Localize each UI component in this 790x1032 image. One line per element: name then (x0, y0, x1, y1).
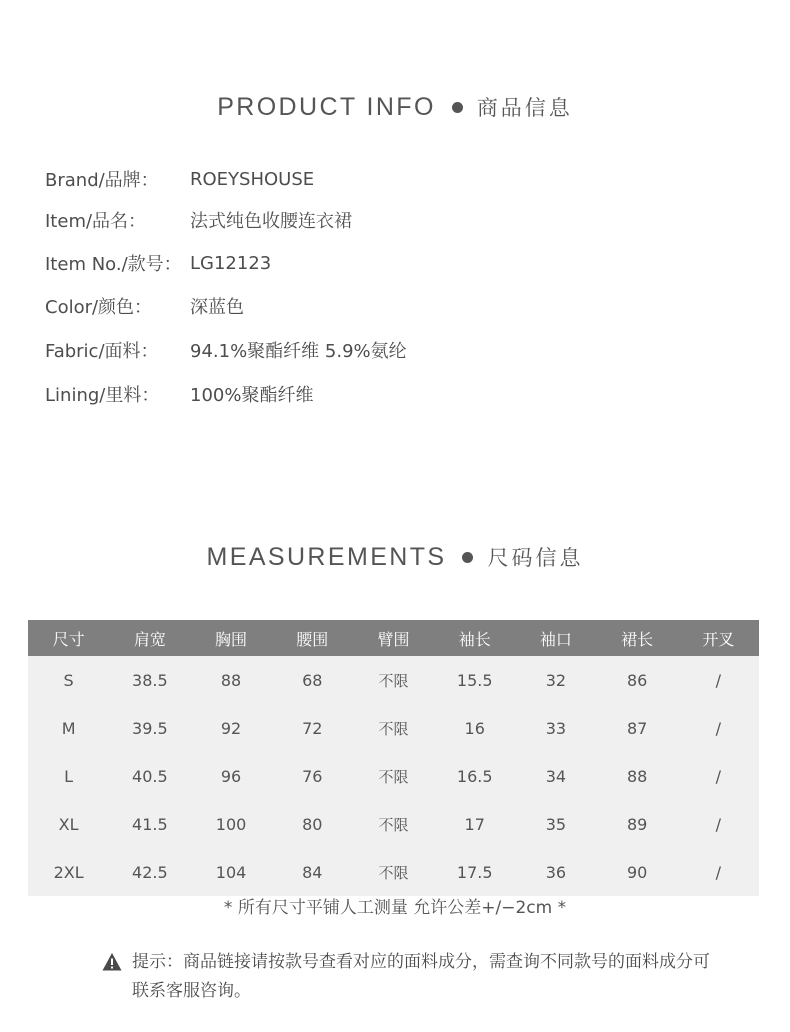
table-row (28, 848, 759, 896)
info-value-lining: 100%聚酯纤维 (190, 385, 314, 406)
table-cell: S (63, 670, 74, 690)
table-cell: 88 (220, 670, 242, 690)
table-cell: 不限 (378, 671, 409, 690)
info-value-fabric: 94.1%聚酯纤维 5.9%氨纶 (190, 341, 407, 362)
table-cell: 40.5 (132, 766, 168, 786)
measurements-heading-en: MEASUREMENTS (206, 542, 447, 571)
size-table (28, 620, 759, 896)
table-row (28, 704, 759, 752)
table-cell: / (715, 670, 722, 690)
table-cell: / (715, 766, 722, 786)
table-cell: 36 (545, 862, 567, 882)
table-cell: 76 (302, 766, 323, 786)
heading-bullet-dot (462, 552, 473, 563)
header-shoulder: 肩宽 (133, 629, 166, 649)
table-cell: XL (58, 814, 79, 834)
table-cell: 34 (545, 766, 567, 786)
info-label-lining: Lining/里料： (45, 385, 160, 406)
table-cell: 15.5 (456, 670, 493, 690)
table-cell: 90 (626, 862, 648, 882)
table-cell: 2XL (53, 862, 84, 882)
table-cell: 不限 (378, 863, 409, 882)
table-cell: M (61, 718, 76, 738)
table-cell: 不限 (378, 767, 409, 786)
table-cell: 33 (545, 718, 567, 738)
heading-bullet-dot (452, 102, 463, 113)
size-table-header-row (28, 620, 759, 656)
table-cell: 80 (302, 814, 323, 834)
table-cell: 不限 (378, 719, 409, 738)
info-value-color: 深蓝色 (190, 297, 244, 318)
measurements-heading (0, 542, 790, 572)
table-cell: 68 (302, 670, 323, 690)
header-waist: 腰围 (296, 629, 329, 649)
table-cell: 96 (220, 766, 242, 786)
info-row-lining (45, 379, 313, 409)
info-label-item-no: Item No./款号： (45, 254, 182, 275)
info-row-brand (45, 164, 314, 194)
table-cell: 92 (220, 718, 242, 738)
product-info-heading-cn: 商品信息 (476, 96, 573, 120)
measurements-heading-cn: 尺码信息 (487, 546, 584, 570)
info-row-fabric (45, 335, 407, 365)
table-cell: 72 (302, 718, 323, 738)
table-cell: 88 (626, 766, 648, 786)
table-row (28, 800, 759, 848)
header-bust: 胸围 (215, 629, 248, 649)
info-value-item: 法式纯色收腰连衣裙 (190, 211, 352, 232)
table-cell: 32 (545, 670, 567, 690)
table-cell: 16.5 (456, 766, 493, 786)
info-label-item: Item/品名： (45, 211, 147, 232)
header-size: 尺寸 (52, 629, 85, 649)
header-cuff: 袖口 (539, 629, 572, 649)
table-cell: 35 (545, 814, 567, 834)
table-cell: 不限 (378, 815, 409, 834)
warning-icon (102, 952, 122, 972)
table-cell: 42.5 (132, 862, 168, 882)
header-sleeve-length: 袖长 (458, 629, 491, 649)
info-row-item (45, 205, 352, 235)
table-cell: 100 (215, 814, 247, 834)
header-arm: 臂围 (377, 629, 410, 649)
header-slit: 开叉 (702, 629, 735, 649)
product-info-heading (0, 92, 790, 122)
info-value-brand: ROEYSHOUSE (190, 168, 315, 190)
info-row-color (45, 291, 244, 321)
table-cell: 16 (464, 718, 485, 738)
table-cell: 41.5 (132, 814, 168, 834)
measurement-note: * 所有尺寸平铺人工测量 允许公差+/−2cm * (223, 898, 567, 918)
header-dress-length: 裙长 (621, 629, 654, 649)
info-label-fabric: Fabric/面料： (45, 341, 159, 362)
table-cell: 38.5 (132, 670, 168, 690)
table-row (28, 752, 759, 800)
table-cell: 39.5 (132, 718, 168, 738)
table-cell: 84 (302, 862, 323, 882)
table-cell: / (715, 814, 722, 834)
info-value-item-no: LG12123 (190, 252, 272, 274)
info-label-color: Color/颜色： (45, 297, 153, 318)
table-cell: 86 (626, 670, 648, 690)
table-row (28, 656, 759, 704)
table-cell: 89 (626, 814, 648, 834)
info-row-item-no (45, 248, 271, 278)
table-cell: 17.5 (456, 862, 493, 882)
table-cell: 17 (464, 814, 485, 834)
table-cell: 104 (215, 862, 247, 882)
table-cell: 87 (626, 718, 648, 738)
table-cell: / (715, 718, 722, 738)
table-cell: L (64, 766, 74, 786)
info-label-brand: Brand/品牌： (45, 170, 159, 191)
product-info-heading-en: PRODUCT INFO (217, 92, 436, 121)
table-cell: / (715, 862, 722, 882)
tip-text: 提示：商品链接请按款号查看对应的面料成分，需查询不同款号的面料成分可联系客服咨询。 (132, 952, 710, 1001)
